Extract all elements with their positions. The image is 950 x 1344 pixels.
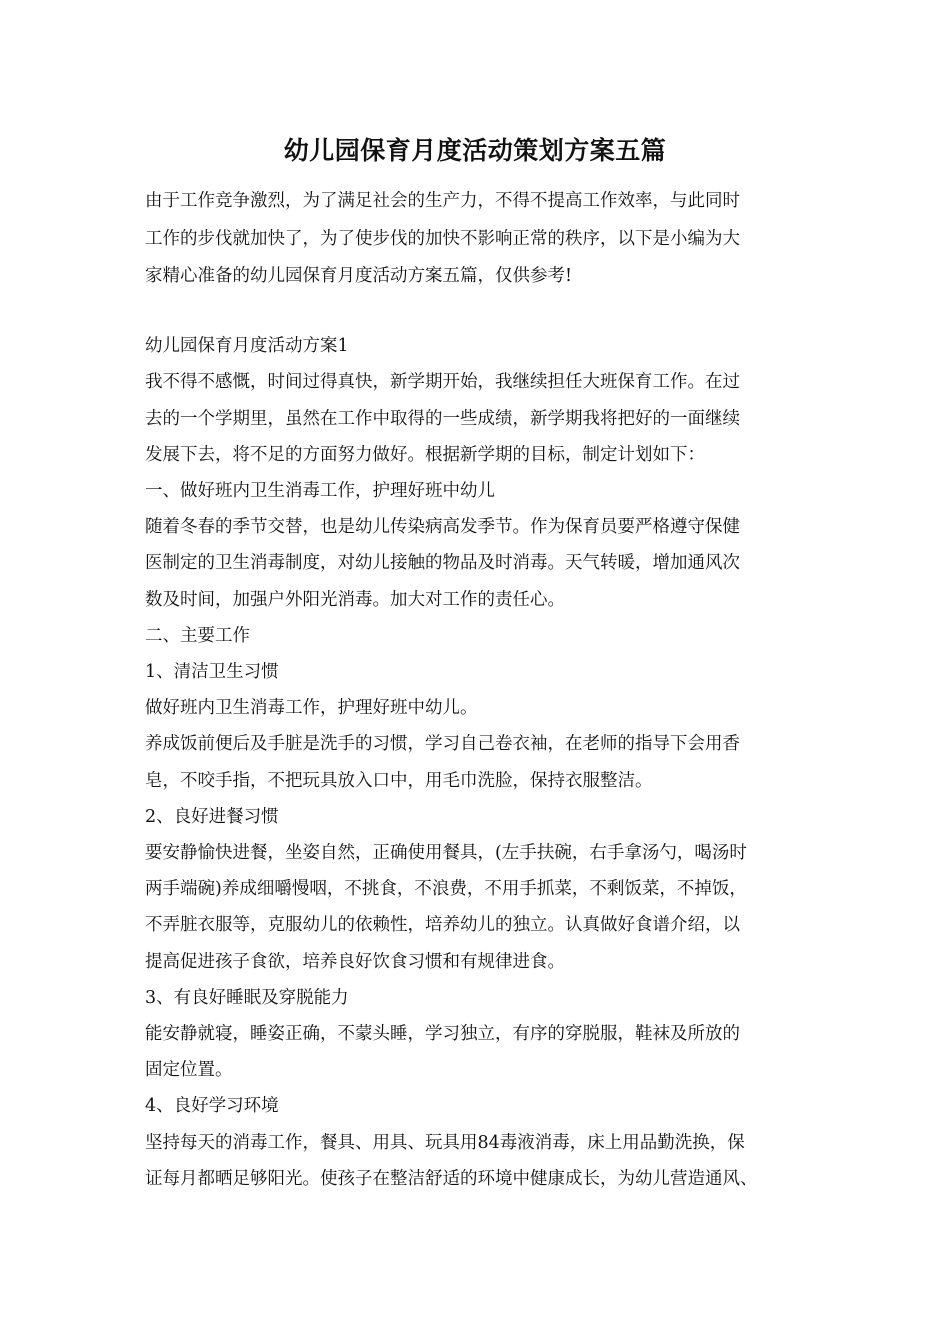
section-heading-plan-1: 幼儿园保育月度活动方案1	[145, 336, 349, 356]
paragraph-line: 能安静就寝，睡姿正确，不蒙头睡，学习独立，有序的穿脱服，鞋袜及所放的	[145, 1024, 740, 1044]
paragraph-line: 固定位置。	[145, 1060, 233, 1080]
paragraph-line: 我不得不感慨，时间过得真快，新学期开始，我继续担任大班保育工作。在过	[145, 372, 740, 392]
paragraph-line: 要安静愉快进餐，坐姿自然，正确使用餐具，(左手扶碗，右手拿汤勺，喝汤时	[145, 843, 747, 863]
paragraph-line: 数及时间，加强户外阳光消毒。加大对工作的责任心。	[145, 590, 565, 610]
paragraph-line: 坚持每天的消毒工作，餐具、用具、玩具用84毒液消毒，床上用品勤洗换，保	[145, 1133, 745, 1153]
paragraph-line: 两手端碗)养成细嚼慢咽，不挑食，不浪费，不用手抓菜，不剩饭菜，不掉饭，	[145, 879, 747, 899]
intro-line-2: 工作的步伐就加快了，为了使步伐的加快不影响正常的秩序，以下是小编为大	[145, 229, 740, 249]
paragraph-line: 做好班内卫生消毒工作，护理好班中幼儿。	[145, 698, 478, 718]
heading-line: 3、有良好睡眠及穿脱能力	[145, 988, 349, 1008]
heading-line: 一、做好班内卫生消毒工作，护理好班中幼儿	[145, 481, 495, 501]
paragraph-line: 去的一个学期里，虽然在工作中取得的一些成绩，新学期我将把好的一面继续	[145, 409, 740, 429]
heading-line: 1、清洁卫生习惯	[145, 662, 279, 682]
paragraph-line: 医制定的卫生消毒制度，对幼儿接触的物品及时消毒。天气转暖，增加通风次	[145, 553, 740, 573]
paragraph-line: 不弄脏衣服等，克服幼儿的依赖性，培养幼儿的独立。认真做好食谱介绍，以	[145, 915, 740, 935]
paragraph-line: 提高促进孩子食欲，培养良好饮食习惯和有规律进食。	[145, 952, 565, 972]
paragraph-line: 证每月都晒足够阳光。使孩子在整洁舒适的环境中健康成长，为幼儿营造通风、	[145, 1169, 758, 1189]
intro-line-3: 家精心准备的幼儿园保育月度活动方案五篇，仅供参考!	[145, 266, 573, 286]
document-title: 幼儿园保育月度活动策划方案五篇	[283, 136, 667, 165]
paragraph-line: 随着冬春的季节交替，也是幼儿传染病高发季节。作为保育员要严格遵守保健	[145, 517, 740, 537]
heading-line: 4、良好学习环境	[145, 1096, 279, 1116]
heading-line: 2、良好进餐习惯	[145, 807, 279, 827]
paragraph-line: 发展下去，将不足的方面努力做好。根据新学期的目标，制定计划如下：	[145, 445, 705, 465]
intro-line-1: 由于工作竞争激烈，为了满足社会的生产力，不得不提高工作效率，与此同时	[145, 191, 740, 211]
heading-line: 二、主要工作	[145, 626, 250, 646]
paragraph-line: 皂，不咬手指，不把玩具放入口中，用毛巾洗脸，保持衣服整洁。	[145, 771, 653, 791]
paragraph-line: 养成饭前便后及手脏是洗手的习惯，学习自己卷衣袖，在老师的指导下会用香	[145, 734, 740, 754]
